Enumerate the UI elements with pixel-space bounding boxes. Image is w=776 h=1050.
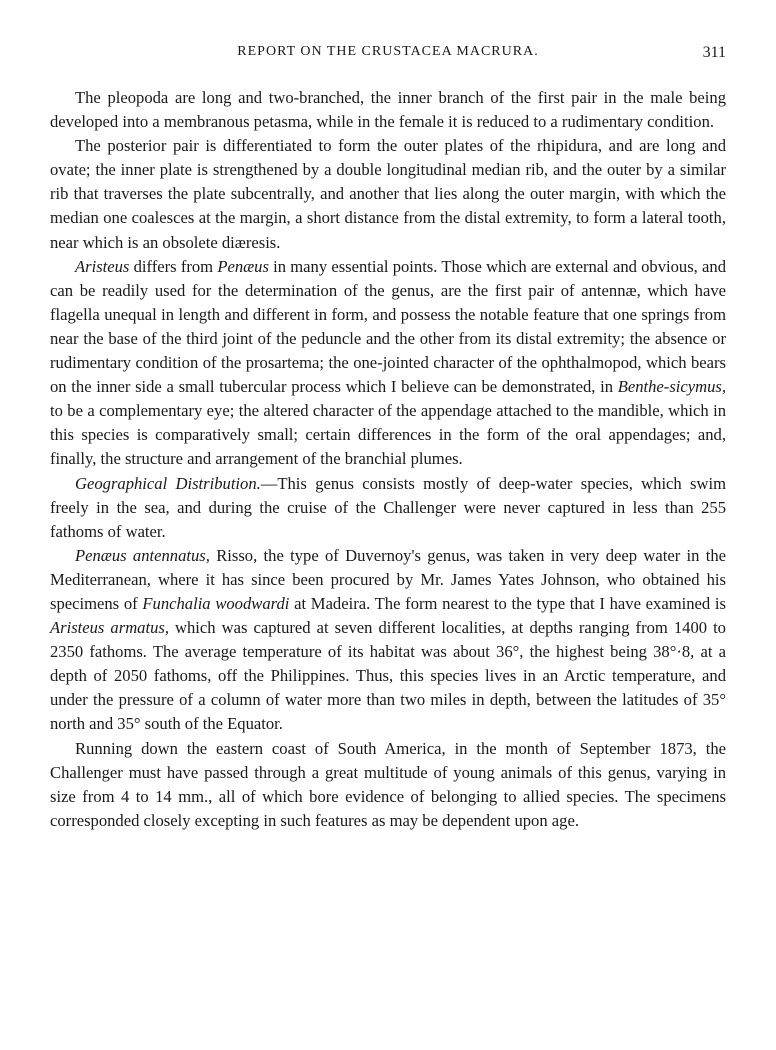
text-run: The pleopoda are long and two-branched, the inner branch of the first pair in the male being developed into a membranous petasma, while in the female it is reduced to a rudimentary condition.	[50, 88, 726, 132]
paragraph	[50, 86, 726, 134]
paragraph	[50, 255, 726, 472]
text-run: —This genus consists mostly of deep-water species, which swim freely in the sea, and during the cruise of the Challenger were never captured in less than 255 fathoms of water.	[50, 473, 726, 541]
text-run: Running down the eastern coast of South America, in the month of September 1873, the Challenger must have passed through a great multitude of young animals of this genus, varying in size from 4 to 14 mm., all of which bore evidence of belonging to allied species. The specimens corresponded closely excepting in such features as may be dependent upon age.	[50, 738, 726, 830]
paragraph	[50, 134, 726, 254]
text-run: differs from	[129, 256, 218, 276]
text-run: The posterior pair is differentiated to form the outer plates of the rhipidura, and are long and ovate; the inner plate is strengthened by a double longitudinal median rib, and the outer by a similar rib that traverses the plate subcentrally, and another that lies along the outer margin, with which the median one coalesces at the margin, a short distance from the distal extremity, to form a lateral tooth, near which is an obsolete diæresis.	[50, 136, 726, 252]
italic-text: Funchalia woodwardi	[142, 593, 290, 613]
italic-text: Benthe-sicymus,	[617, 377, 726, 397]
paragraph	[50, 737, 726, 833]
paragraph	[50, 544, 726, 737]
page-number: 311	[702, 44, 726, 61]
italic-text: Penæus antennatus,	[75, 545, 210, 565]
italic-text: Penæus	[217, 256, 269, 276]
running-title: REPORT ON THE CRUSTACEA MACRURA.	[237, 44, 539, 59]
italic-text: Aristeus	[75, 256, 130, 276]
text-run: Risso, the type of Duvernoy's genus, was taken in very deep water in the Mediterranean, where it has since been procured by Mr. James Yates Johnson, who obtained his specimens of	[50, 545, 726, 613]
text-run: at Madeira. The form nearest to the type that I have examined is	[289, 593, 726, 613]
italic-text: Aristeus armatus,	[50, 618, 169, 638]
text-run: which was captured at seven different localities, at depths ranging from 1400 to 2350 fathoms. The average temperature of its habitat was about 36°, the highest being 38°·8, at a depth of 2050 fathoms, off the Philippines. Thus, this species lives in an Arctic temperature, and under the pressure of a column of water more than two miles in depth, between the latitudes of 35° north and 35° south of the Equator.	[50, 618, 726, 734]
body-text	[50, 86, 726, 833]
text-run: to be a complementary eye; the altered character of the appendage attached to the mandible, which in this species is comparatively small; certain differences in the form of the oral appendages; and, finally, the structure and arrangement of the branchial plumes.	[50, 401, 726, 469]
text-run: in many essential points. Those which are external and obvious, and can be readily used for the determination of the genus, are the first pair of antennæ, which have flagella unequal in length and different in form, and possess the notable feature that one springs from near the base of the third joint of the peduncle and the other from its distal extremity; the absence or rudimentary condition of the prosartema; the one-jointed character of the ophthalmopod, which bears on the inner side a small tubercular process which I believe can be demonstrated, in	[50, 256, 726, 397]
page-header	[50, 44, 726, 68]
paragraph	[50, 472, 726, 544]
italic-text: Geographical Distribution.	[75, 473, 261, 493]
